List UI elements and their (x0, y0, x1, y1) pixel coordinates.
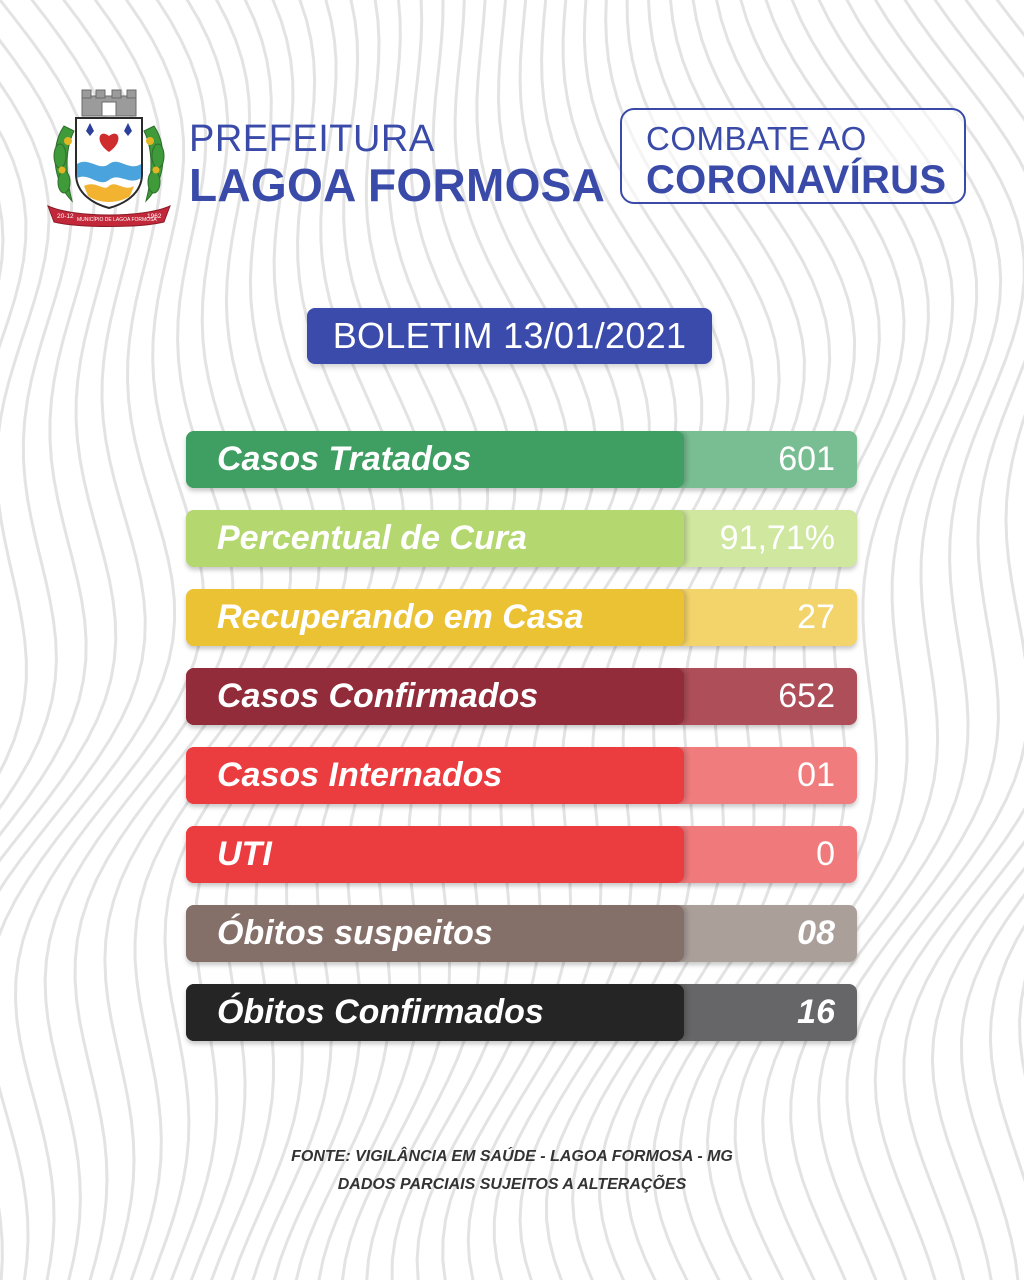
stat-label: Casos Confirmados (186, 668, 684, 725)
bulletin-title: BOLETIM 13/01/2021 (307, 308, 712, 364)
stat-row-casos-tratados (186, 431, 857, 488)
stat-value: 16 (797, 993, 835, 1031)
stat-row-obitos-confirmados (186, 984, 857, 1041)
stat-row-recuperando-casa (186, 589, 857, 646)
stat-label: Percentual de Cura (186, 510, 684, 567)
stat-label: Casos Internados (186, 747, 684, 804)
stat-row-casos-confirmados (186, 668, 857, 725)
wave-line (962, 0, 1024, 1280)
stat-value: 91,71% (719, 519, 835, 557)
disclaimer-line: DADOS PARCIAIS SUJEITOS A ALTERAÇÕES (337, 1176, 687, 1193)
stat-value: 27 (797, 598, 835, 636)
stat-label: Casos Tratados (186, 431, 684, 488)
stat-label: UTI (186, 826, 684, 883)
source-line: FONTE: VIGILÂNCIA EM SAÚDE - LAGOA FORMOSA - MG (291, 1148, 733, 1165)
prefeitura-title (189, 118, 606, 211)
stat-row-casos-internados (186, 747, 857, 804)
stat-row-obitos-suspeitos (186, 905, 857, 962)
stat-label: Óbitos Confirmados (186, 984, 684, 1041)
campaign-line2: CORONAVÍRUS (646, 158, 947, 202)
stat-value: 08 (797, 914, 835, 952)
stat-row-percentual-cura (186, 510, 857, 567)
stat-value: 601 (778, 440, 835, 478)
stat-label: Óbitos suspeitos (186, 905, 684, 962)
municipal-crest-logo (44, 86, 174, 228)
stat-label: Recuperando em Casa (186, 589, 684, 646)
stats-list (186, 431, 857, 1063)
campaign-line1: COMBATE AO (646, 120, 867, 157)
svg-text:20-12: 20-12 (57, 213, 74, 220)
svg-text:MUNICÍPIO DE LAGOA FORMOSA: MUNICÍPIO DE LAGOA FORMOSA (77, 217, 157, 223)
city-name: LAGOA FORMOSA (189, 159, 606, 211)
campaign-badge (620, 108, 966, 204)
svg-text:1962: 1962 (147, 213, 162, 220)
stat-row-uti (186, 826, 857, 883)
stat-value: 652 (778, 677, 835, 715)
wave-line (0, 0, 26, 1280)
stat-value: 01 (797, 756, 835, 794)
prefeitura-label: PREFEITURA (189, 118, 435, 160)
stat-value: 0 (816, 835, 835, 873)
source-footer (0, 1143, 1024, 1199)
crown-icon (82, 90, 136, 116)
wave-line (0, 0, 49, 1280)
